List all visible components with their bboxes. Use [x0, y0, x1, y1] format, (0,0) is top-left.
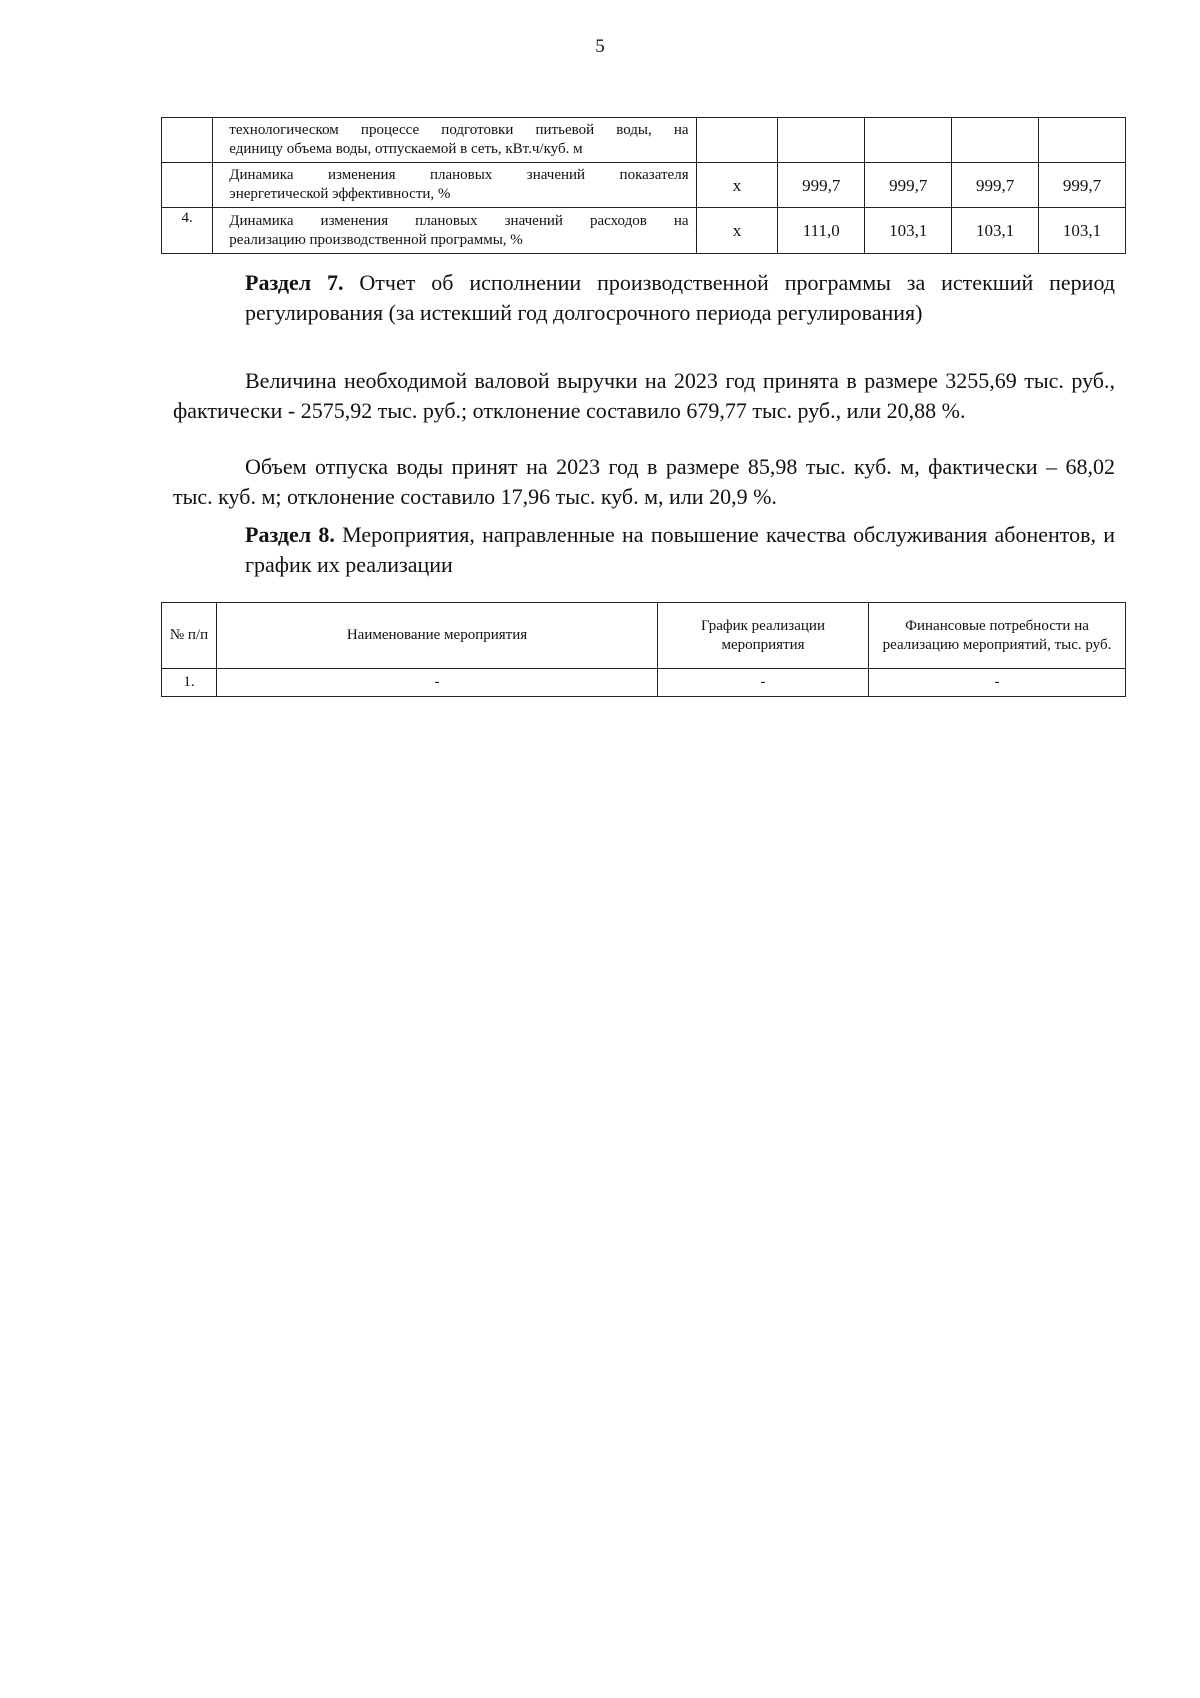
value-cell: 111,0 [778, 208, 865, 254]
indicator-name-line: технологическом процессе подготовки питьевой воды, на [229, 122, 689, 138]
section-label: Раздел 7. [245, 270, 344, 295]
header-num: № п/п [162, 603, 217, 669]
indicator-name-line: энергетической эффективности, % [229, 186, 451, 202]
section-title: Мероприятия, направленные на повышение качества обслуживания абонентов, и график их реализации [245, 522, 1116, 577]
value-cell: 999,7 [1039, 163, 1126, 208]
value-cell [778, 118, 865, 163]
value-cell: х [696, 208, 778, 254]
header-name: Наименование мероприятия [217, 603, 658, 669]
table-row [162, 163, 1126, 208]
page-number: 5 [595, 36, 605, 57]
section-label: Раздел 8. [245, 522, 335, 547]
row-number [162, 163, 213, 208]
value-cell [696, 118, 778, 163]
row-number: 4. [162, 208, 213, 254]
indicator-name-line: единицу объема воды, отпускаемой в сеть, кВт.ч/куб. м [229, 141, 583, 157]
indicator-name-line: Динамика изменения плановых значений расходов на [229, 212, 689, 229]
value-cell: 103,1 [1039, 208, 1126, 254]
table-row [162, 118, 1126, 163]
value-cell: 999,7 [952, 163, 1039, 208]
value-cell [865, 118, 952, 163]
table-row [162, 208, 1126, 254]
indicator-name [213, 118, 696, 163]
value-cell: х [696, 163, 778, 208]
paragraph-revenue: Величина необходимой валовой выручки на 2023 год принята в размере 3255,69 тыс. руб., фактически - 2575,92 тыс. руб.; отклонение составило 679,77 тыс. руб., или 20,88 %. [173, 368, 1115, 423]
measure-name: - [217, 669, 658, 697]
row-number: 1. [162, 669, 217, 697]
value-cell: 103,1 [952, 208, 1039, 254]
indicator-name-line: Динамика изменения плановых значений показателя [229, 167, 689, 183]
value-cell: 103,1 [865, 208, 952, 254]
measure-schedule: - [658, 669, 869, 697]
value-cell [952, 118, 1039, 163]
measures-table [161, 602, 1126, 697]
table-header-row [162, 603, 1126, 669]
header-finance: Финансовые потребности на реализацию мероприятий, тыс. руб. [869, 603, 1126, 669]
indicators-table [161, 117, 1126, 254]
header-schedule: График реализации мероприятия [658, 603, 869, 669]
section-8-heading [173, 520, 1115, 580]
indicator-name [213, 208, 696, 254]
row-number [162, 118, 213, 163]
indicator-name-line: реализацию производственной программы, % [229, 231, 523, 248]
indicator-name [213, 163, 696, 208]
section-title: Отчет об исполнении производственной программы за истекший период регулирования (за истекший год долгосрочного периода регулирования) [245, 270, 1115, 325]
value-cell [1039, 118, 1126, 163]
value-cell: 999,7 [865, 163, 952, 208]
section-7-heading [173, 268, 1115, 328]
value-cell: 999,7 [778, 163, 865, 208]
table-row [162, 669, 1126, 697]
measure-finance: - [869, 669, 1126, 697]
paragraph-volume: Объем отпуска воды принят на 2023 год в размере 85,98 тыс. куб. м, фактически – 68,02 тыс. куб. м; отклонение составило 17,96 тыс. куб. м, или 20,9 %. [173, 454, 1115, 509]
